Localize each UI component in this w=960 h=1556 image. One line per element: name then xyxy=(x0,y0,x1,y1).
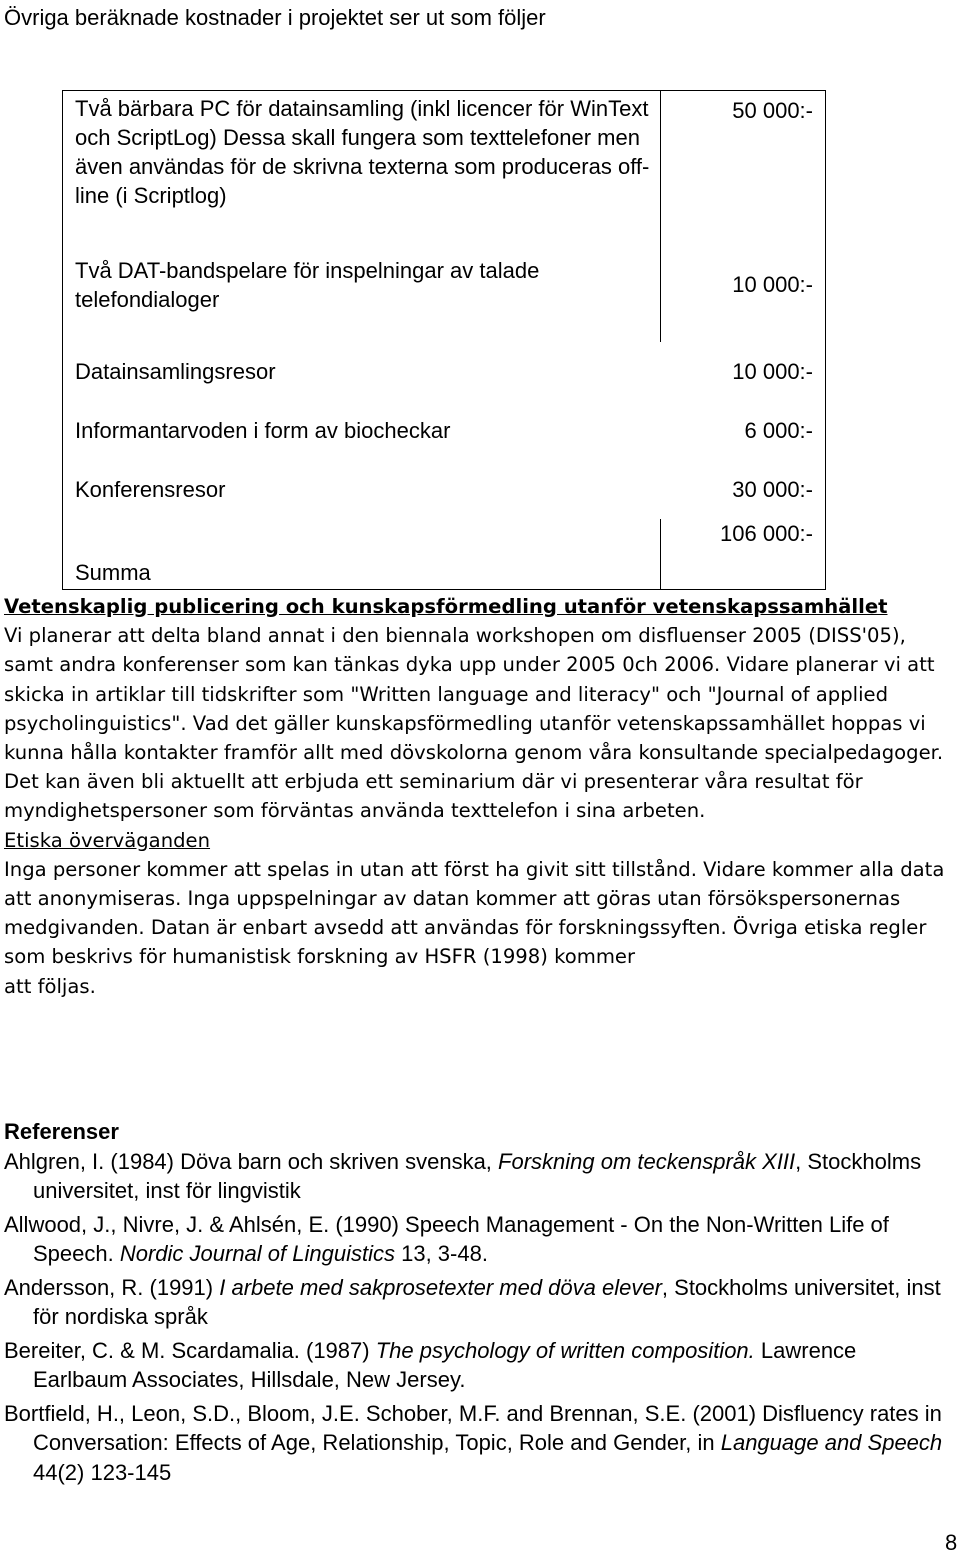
cost-table xyxy=(62,90,826,590)
page-heading: Övriga beräknade kostnader i projektet ser ut som följer xyxy=(4,5,546,30)
cost-item: Två bärbara PC för datainsamling (inkl licencer för WinText och ScriptLog) Dessa skall fungera som texttelefoner men även användas för de skrivna texterna som produceras off-line (i Scriptlog) xyxy=(75,96,650,208)
table-row xyxy=(63,256,826,342)
cost-item: Informantarvoden i form av biocheckar xyxy=(75,418,451,443)
table-row xyxy=(63,519,826,590)
body-section xyxy=(4,592,954,1001)
cost-item: Datainsamlingsresor xyxy=(75,359,276,384)
cost-amount: 10 000:- xyxy=(661,256,826,342)
references xyxy=(4,1117,954,1491)
cost-item: Två DAT-bandspelare för inspelningar av talade telefondialoger xyxy=(75,258,540,312)
table-row xyxy=(63,91,826,257)
reference-item: Andersson, R. (1991) I arbete med sakprosetexter med döva elever, Stockholms universitet, inst för nordiska språk xyxy=(4,1274,941,1329)
total-label: Summa xyxy=(75,560,151,585)
ethics-text-end: att följas. xyxy=(4,974,96,998)
reference-item: Bortfield, H., Leon, S.D., Bloom, J.E. Schober, M.F. and Brennan, S.E. (2001) Disfluency rates in Conversation: Effects of Age, Relationship, Topic, Role and Gender, in Language and Speech 44(2) 123-145 xyxy=(4,1400,943,1485)
table-row xyxy=(63,460,826,519)
total-amount: 106 000:- xyxy=(661,519,826,590)
cost-amount: 30 000:- xyxy=(732,477,813,502)
table-row xyxy=(63,401,826,460)
reference-item: Allwood, J., Nivre, J. & Ahlsén, E. (1990) Speech Management - On the Non-Written Life of Speech. Nordic Journal of Linguistics 13, 3-48. xyxy=(4,1211,889,1266)
cost-item: Konferensresor xyxy=(75,477,226,502)
publication-text: Vi planerar att delta bland annat i den biennala workshopen om disfluenser 2005 (DISS'05), samt andra konferenser som kan tänkas dyka upp under 2005 0ch 2006. Vidare planerar vi att skicka in artiklar till tidskrifter som "Written language and literacy" och "Journal of applied psycholinguistics". Vad det gäller kunskapsförmedling utanför vetenskapssamhället hoppas vi kunna hålla kontakter framför allt med dövskolorna genom våra konsultande specialpedagoger. Det kan även bli aktuellt att erbjuda ett seminarium där vi presenterar våra resultat för myndighetspersoner som förväntas använda texttelefon i sina arbeten. xyxy=(4,624,944,823)
reference-item: Bereiter, C. & M. Scardamalia. (1987) The psychology of written composition. Lawrence Earlbaum Associates, Hillsdale, New Jersey. xyxy=(4,1337,857,1392)
table-row xyxy=(63,342,826,401)
ethics-text: Inga personer kommer att spelas in utan att först ha givit sitt tillstånd. Vidare kommer alla data att anonymiseras. Inga uppspelningar av datan kommer att göras utan försökspersonernas medgivanden. Datan är enbart avsedd att användas för forskningssyften. Övriga etiska regler som beskrivs för humanistisk forskning av HSFR (1998) kommer xyxy=(4,857,945,969)
cost-amount: 6 000:- xyxy=(744,418,813,443)
reference-item: Ahlgren, I. (1984) Döva barn och skriven svenska, Forskning om teckenspråk XIII, Stockholms universitet, inst för lingvistik xyxy=(4,1148,922,1203)
references-heading: Referenser xyxy=(4,1119,119,1144)
page-number: 8 xyxy=(945,1530,958,1555)
ethics-heading: Etiska överväganden xyxy=(4,828,211,852)
publication-heading: Vetenskaplig publicering och kunskapsförmedling utanför vetenskapssamhället xyxy=(4,595,888,618)
cost-amount: 10 000:- xyxy=(732,359,813,384)
cost-amount: 50 000:- xyxy=(661,91,826,257)
